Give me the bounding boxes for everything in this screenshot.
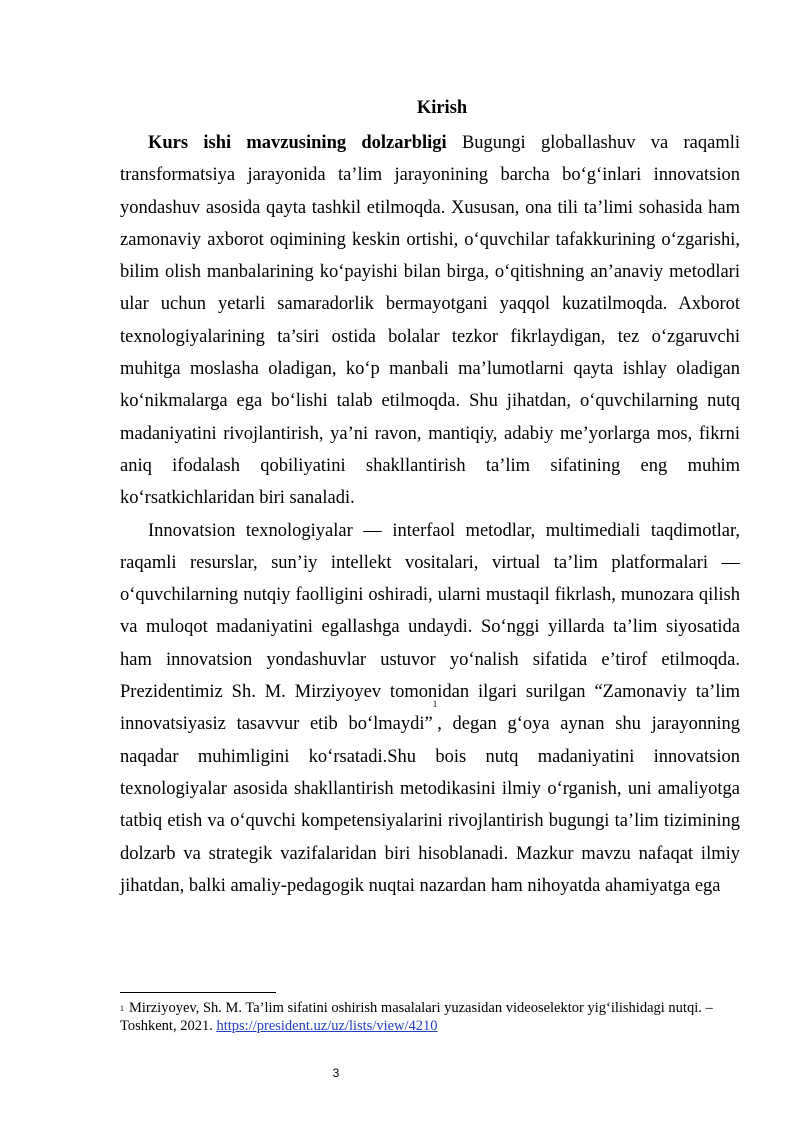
footnote xyxy=(120,999,745,1035)
footnote-separator xyxy=(120,992,276,993)
footnote-link[interactable]: https://president.uz/uz/lists/view/4210 xyxy=(216,1018,438,1034)
paragraph-relevance xyxy=(120,127,740,515)
paragraph-relevance-text: Bugungi globallashuv va raqamli transformatsiya jarayonida ta’lim jarayonining barcha bo‘g‘inlari innovatsion yondashuv asosida qayta tashkil etilmoqda. Xususan, ona tili ta’limi sohasida ham zamonaviy axborot oqimining keskin ortishi, o‘quvchilar tafakkurining o‘zgarishi, bilim olish manbalarining ko‘payishi bilan birga, o‘qitishning an’anaviy metodlari ular uchun yetarli samaradorlik bermayotgani yaqqol kuzatilmoqda. Axborot texnologiyalarining ta’siri ostida bolalar tezkor fikrlaydigan, tez o‘zgaruvchi muhitga moslasha oladigan, ko‘p manbali ma’lumotlarni qayta ishlay oladigan ko‘nikmalarga ega bo‘lishi talab etilmoqda. Shu jihatdan, o‘quvchilarning nutq madaniyatini rivojlantirish, ya’ni ravon, mantiqiy, adabiy me’yorlarga mos, fikrni aniq ifodalash qobiliyatini shakllantirish ta’lim sifatining eng muhim ko‘rsatkichlaridan biri sanaladi. xyxy=(120,133,740,509)
section-title: Kirish xyxy=(416,98,468,118)
footnote-reference[interactable]: 1 xyxy=(432,699,438,710)
footnote-number: 1 xyxy=(120,1004,124,1013)
paragraph-innovation-text-after: , degan g‘oya aynan shu jarayonning naqadar muhimligini ko‘rsatadi.Shu bois nutq madaniyatini innovatsion texnologiyalar asosida shakllantirish metodikasini ilmiy o‘rganish, uni amaliyotga tatbiq etish va o‘quvchi kompetensiyalarini rivojlantirish bugungi ta’lim tizimining dolzarb va strategik vazifalaridan biri hisoblanadi. Mazkur mavzu nafaqat ilmiy jihatdan, balki amaliy-pedagogik nuqtai nazardan ham nihoyatda ahamiyatga ega xyxy=(120,714,740,896)
paragraph-lead-heading: Kurs ishi mavzusining dolzarbligi xyxy=(148,133,447,153)
footnote-text: Mirziyoyev, Sh. M. Ta’lim sifatini oshirish masalalari yuzasidan videoselektor yig‘ilishidagi nutqi. – Toshkent, 2021. xyxy=(120,1000,713,1034)
body-text xyxy=(120,127,740,902)
page-number: 3 xyxy=(332,1066,340,1080)
paragraph-innovation-text-before: Innovatsion texnologiyalar — interfaol metodlar, multimediali taqdimotlar, raqamli resurslar, sun’iy intellekt vositalari, virtual ta’lim platformalari — o‘quvchilarning nutqiy faolligini oshiradi, ularni mustaqil fikrlash, munozara qilish va muloqot madaniyatini egallashga undaydi. So‘nggi yillarda ta’lim siyosatida ham innovatsion yondashuvlar ustuvor yo‘nalish sifatida e’tirof etilmoqda. Prezidentimiz Sh. M. Mirziyoyev tomonidan ilgari surilgan “Zamonaviy ta’lim innovatsiyasiz tasavvur etib bo‘lmaydi” xyxy=(120,520,740,735)
paragraph-innovation xyxy=(120,515,740,903)
